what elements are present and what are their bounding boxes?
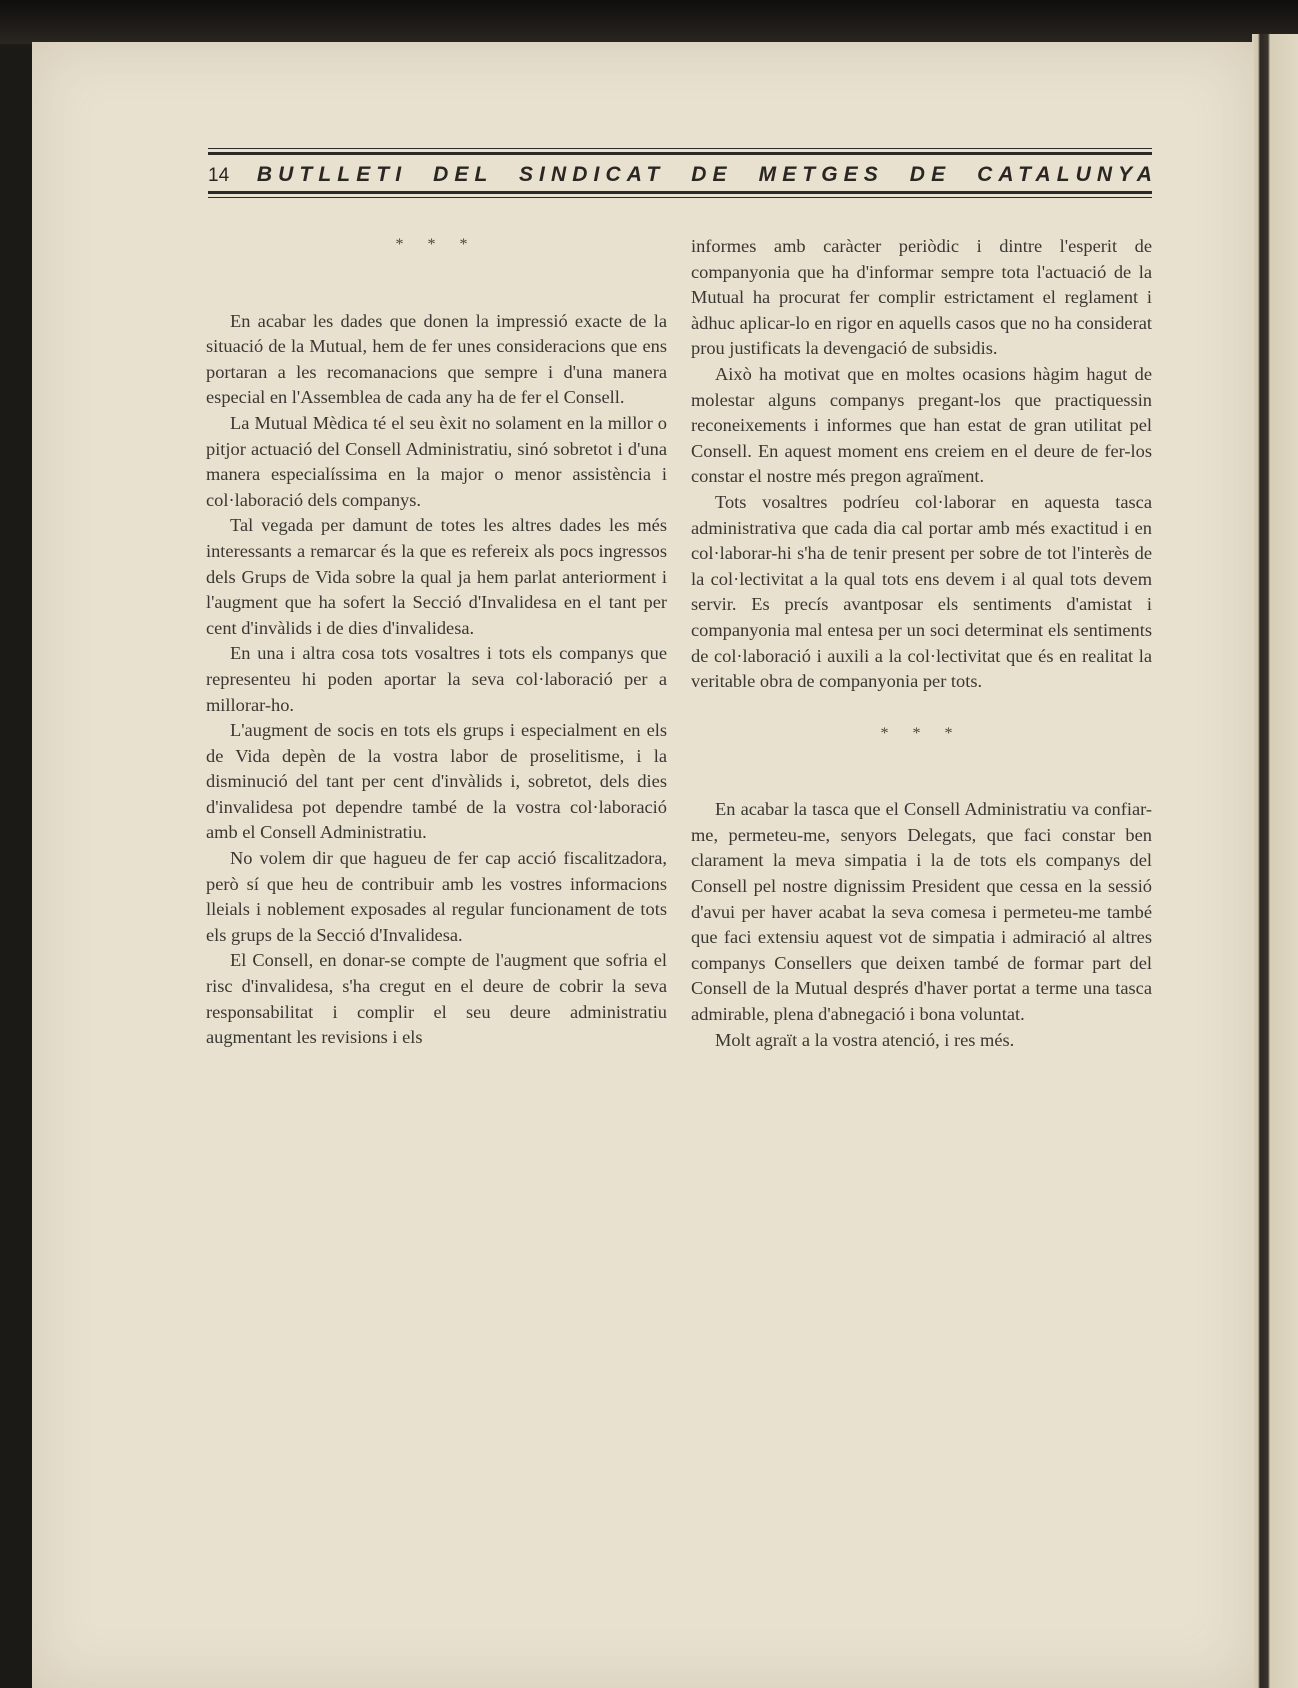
paragraph: El Consell, en donar-se compte de l'augment que sofria el risc d'invalidesa, s'ha cregut en el deure de cobrir la seva responsabilitat i complir el seu deure administratiu augmentant les revisions i els <box>206 950 667 1048</box>
paragraph: No volem dir que hagueu de fer cap acció fiscalitzadora, però sí que heu de contribuir amb les vostres informacions lleials i noblement exposades al regular funcionament de tots els grups de la Secció d'Invalidesa. <box>206 848 667 945</box>
paragraph: Tal vegada per damunt de totes les altres dades les més interessants a remarcar és la que es refereix als pocs ingressos dels Grups de Vida sobre la qual ja hem parlat anteriorment i l'augment que ha sofert la Secció d'Invalidesa en el tant per cent d'invàlids i de dies d'invalidesa. <box>206 515 667 638</box>
next-page-edge <box>1252 34 1298 1688</box>
running-title: BUTLLETI DEL SINDICAT DE METGES DE CATALUNYA <box>256 163 1158 186</box>
paragraph: L'augment de socis en tots els grups i especialment en els de Vida depèn de la vostra labor de proselitisme, i la disminució del tant per cent d'invàlids i, sobretot, dels dies d'invalidesa pot dependre també de la vostra col·laboració amb el Consell Administratiu. <box>206 720 667 843</box>
paragraph: Això ha motivat que en moltes ocasions hàgim hagut de molestar alguns companys pregant-los que practiquessin reconeixements i informes que han estat de gran utilitat pel Consell. En aquest moment ens creiem en el deure de fer-los constar el nostre més pregon agraïment. <box>691 363 1152 487</box>
header-rule-bottom-thin <box>208 197 1152 198</box>
spacer <box>206 258 667 309</box>
header-rule-top-thick <box>208 152 1152 155</box>
paragraph: Tots vosaltres podríeu col·laborar en aquesta tasca administrativa que cada dia cal portar amb més exactitud i en col·laborar-hi s'ha de tenir present per sobre de tot l'interès de la col·lectivitat a la qual tots ens devem i al qual tots devem servir. Es precís avantposar els sentiments d'amistat i companyonia mal entesa per un soci determinat els sentiments de col·laboració i auxili a la col·lectivitat que és en realitat la veritable obra de companyonia per tots. <box>691 491 1152 692</box>
section-separator: * * * <box>395 236 478 253</box>
left-column <box>206 232 667 1051</box>
paragraph: En una i altra cosa tots vosaltres i tots els companys que representeu hi poden aportar la seva col·laboració per a millorar-ho. <box>206 643 667 715</box>
spacer <box>691 695 1152 721</box>
right-column <box>691 234 1152 1053</box>
spacer <box>691 746 1152 797</box>
paragraph: En acabar les dades que donen la impressió exacte de la situació de la Mutual, hem de fer unes consideracions que ens portaran a les recomanacions que sempre i d'una manera especial en l'Assemblea de cada any ha de fer el Consell. <box>206 310 667 408</box>
header-rule-top-thin <box>208 148 1152 149</box>
page-number: 14 <box>208 165 230 186</box>
paragraph: En acabar la tasca que el Consell Administratiu va confiar-me, permeteu-me, senyors Delegats, que faci constar ben clarament la meva simpatia i la de tots els companys del Consell pel nostre dignissim President que cessa en la sessió d'avui per haver acabat la seva comesa i permeteu-me també que faci extensiu aquest vot de simpatia i admiració al altres companys Consellers que deixen també de formar part del Consell de la Mutual després d'haver portat a terme una tasca admirable, plena d'abnegació i bona voluntat. <box>691 799 1152 1025</box>
scan-background <box>0 0 1298 44</box>
section-separator: * * * <box>880 724 963 742</box>
header-rule-bottom-thick <box>208 191 1152 194</box>
paragraph: Molt agraït a la vostra atenció, i res més. <box>715 1029 1015 1050</box>
paragraph: La Mutual Mèdica té el seu èxit no solament en la millor o pitjor actuació del Consell Administratiu, sinó sobretot i d'una manera especialíssima en la major o menor assistència i col·laboració dels companys. <box>206 412 667 510</box>
paragraph: informes amb caràcter periòdic i dintre l'esperit de companyonia que ha d'informar sempre tota l'actuació de la Mutual ha procurat fer complir estrictament el reglament i àdhuc aplicar-lo en rigor en aquells casos que no ha considerat prou justificats la devengació de subsidis. <box>691 236 1152 359</box>
page-header <box>208 163 1158 191</box>
